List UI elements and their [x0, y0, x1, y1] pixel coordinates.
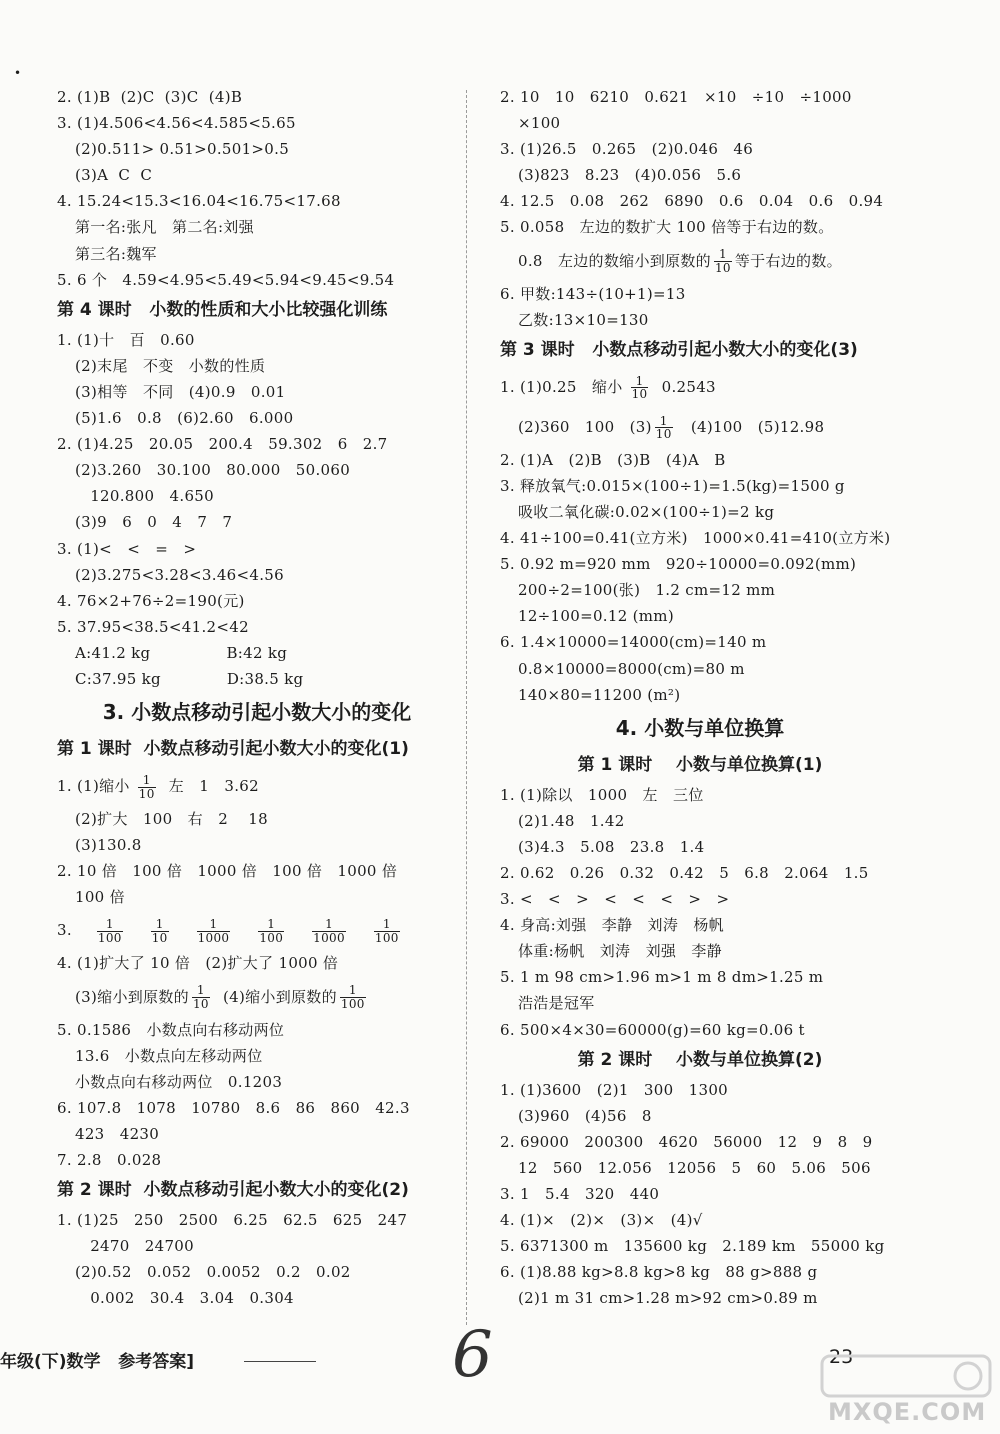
- answer-text: 1. (1)0.25 缩小: [500, 377, 628, 396]
- fraction: [631, 375, 649, 401]
- answer-line: 2. 69000 200300 4620 56000 12 9 8 9: [500, 1132, 873, 1151]
- answer-line: (3)130.8: [75, 836, 142, 855]
- answer-line: (2)扩大 100 右 2 18: [75, 810, 268, 829]
- fraction-numerator: 1: [138, 774, 156, 788]
- answer-line: 第三名:魏军: [75, 244, 157, 263]
- answer-line: 3. (1)< < = >: [57, 539, 197, 558]
- answer-line: 2. (1)4.25 20.05 200.4 59.302 6 2.7: [57, 435, 388, 454]
- fraction-denominator: 100: [97, 930, 122, 945]
- fraction-numerator: 1: [197, 918, 231, 932]
- answer-line: 2. (1)A (2)B (3)B (4)A B: [500, 450, 726, 469]
- answer-line: ×100: [518, 114, 561, 133]
- fraction: [340, 984, 366, 1010]
- answer-line: 12÷100=0.12 (mm): [518, 607, 674, 626]
- answer-line: 12 560 12.056 12056 5 60 5.06 506: [518, 1158, 871, 1177]
- answer-line: (2)3.275<3.28<3.46<4.56: [75, 565, 284, 584]
- answer-line: 140×80=11200 (m²): [518, 685, 681, 704]
- fraction: [138, 774, 156, 800]
- answer-line: (3)960 (4)56 8: [518, 1106, 652, 1125]
- fraction-denominator: 100: [374, 930, 399, 945]
- answer-line: C:37.95 kg D:38.5 kg: [75, 669, 304, 688]
- lesson-heading: 第 3 课时 小数点移动引起小数大小的变化(3): [500, 339, 858, 360]
- handwritten-mark: 6: [452, 1318, 493, 1392]
- answer-line: 吸收二氧化碳:0.02×(100÷1)=2 kg: [518, 502, 775, 521]
- answer-line: (3)823 8.23 (4)0.056 5.6: [518, 166, 742, 185]
- answer-line: 6. (1)8.88 kg>8.8 kg>8 kg 88 g>888 g: [500, 1263, 818, 1282]
- answer-line: 1. (1)除以 1000 左 三位: [500, 785, 704, 804]
- answer-line: 小数点向右移动两位 0.1203: [75, 1072, 283, 1091]
- answer-line: (2)3.260 30.100 80.000 50.060: [75, 461, 351, 480]
- answer-text: (4)100 (5)12.98: [675, 417, 825, 436]
- fraction-numerator: 1: [714, 248, 732, 262]
- fraction: [97, 918, 123, 944]
- answer-line: 3. 1 5.4 320 440: [500, 1185, 660, 1203]
- answer-line: 5. 0.1586 小数点向右移动两位: [57, 1020, 285, 1039]
- watermark-text: MXQE.COM: [828, 1398, 987, 1426]
- fraction-numerator: 1: [374, 918, 400, 932]
- footer-label: 年级(下)数学 参考答案]: [0, 1352, 195, 1372]
- answer-line: 5. 37.95<38.5<41.2<42: [57, 617, 249, 636]
- column-divider: [466, 90, 467, 1325]
- fraction-denominator: 10: [714, 261, 731, 276]
- fraction: [151, 918, 169, 944]
- answer-text: (2)360 100 (3): [518, 417, 652, 436]
- answer-text: 等于右边的数。: [734, 251, 842, 270]
- answer-text: 0.2543: [651, 377, 716, 396]
- lesson-heading: 第 2 课时 小数与单位换算(2): [577, 1049, 823, 1070]
- fraction-numerator: 1: [312, 918, 346, 932]
- fraction: [192, 984, 210, 1010]
- fraction: [312, 918, 346, 944]
- answer-line: 423 4230: [75, 1124, 160, 1143]
- answer-line: (2)0.52 0.052 0.0052 0.2 0.02: [75, 1263, 351, 1282]
- answer-line: 120.800 4.650: [75, 487, 214, 506]
- answer-line: 5. 0.92 m=920 mm 920÷10000=0.092(mm): [500, 555, 857, 574]
- answer-text: 0.8 左边的数缩小到原数的: [518, 251, 711, 270]
- answer-line: 100 倍: [75, 888, 125, 907]
- answer-line: 6. 500×4×30=60000(g)=60 kg=0.06 t: [500, 1020, 805, 1039]
- lesson-heading: 第 2 课时 小数点移动引起小数大小的变化(2): [57, 1180, 409, 1201]
- answer-line: (2)末尾 不变 小数的性质: [75, 356, 266, 375]
- answer-line: 7. 2.8 0.028: [57, 1151, 162, 1169]
- answer-line: 0.8×10000=8000(cm)=80 m: [518, 659, 745, 678]
- answer-line: 0.002 30.4 3.04 0.304: [75, 1289, 294, 1308]
- answer-line: 6. 1.4×10000=14000(cm)=140 m: [500, 633, 767, 652]
- answer-line: A:41.2 kg B:42 kg: [75, 643, 288, 662]
- section-heading: 3. 小数点移动引起小数大小的变化: [102, 700, 412, 725]
- answer-line: 4. 41÷100=0.41(立方米) 1000×0.41=410(立方米): [500, 529, 891, 548]
- fraction: [714, 248, 732, 274]
- answer-line: 4. (1)扩大了 10 倍 (2)扩大了 1000 倍: [57, 954, 339, 973]
- answer-text: 左 1 3.62: [158, 777, 259, 796]
- page-number: 23: [829, 1346, 854, 1368]
- fraction-numerator: 1: [151, 918, 169, 932]
- page-dot: •: [14, 66, 22, 80]
- fraction-denominator: 10: [192, 997, 209, 1012]
- answer-line: 2. (1)B (2)C (3)C (4)B: [57, 88, 243, 106]
- answer-line: 3. 释放氧气:0.015×(100÷1)=1.5(kg)=1500 g: [500, 476, 845, 495]
- lesson-heading: 第 4 课时 小数的性质和大小比较强化训练: [57, 299, 388, 320]
- fraction-denominator: 10: [138, 786, 155, 801]
- answer-line: (3)4.3 5.08 23.8 1.4: [518, 837, 705, 856]
- answer-line: (3)相等 不同 (4)0.9 0.01: [75, 382, 286, 401]
- answer-line: 2. 0.62 0.26 0.32 0.42 5 6.8 2.064 1.5: [500, 863, 869, 882]
- answer-line: 2470 24700: [75, 1237, 194, 1256]
- answer-line: [500, 407, 900, 447]
- section-heading: 4. 小数与单位换算: [615, 715, 785, 740]
- fraction-numerator: 1: [258, 918, 284, 932]
- fraction-denominator: 100: [340, 997, 365, 1012]
- answer-line: (2)1.48 1.42: [518, 811, 625, 830]
- answer-line: (5)1.6 0.8 (6)2.60 6.000: [75, 409, 294, 428]
- lesson-heading: 第 1 课时 小数与单位换算(1): [577, 754, 823, 775]
- answer-line: 1. (1)25 250 2500 6.25 62.5 625 247: [57, 1211, 408, 1230]
- answer-line: (2)0.511> 0.51>0.501>0.5: [75, 140, 290, 159]
- answer-line: 6. 107.8 1078 10780 8.6 86 860 42.3: [57, 1098, 410, 1117]
- answer-line: 5. 6371300 m 135600 kg 2.189 km 55000 kg: [500, 1237, 885, 1256]
- answer-line: 2. 10 倍 100 倍 1000 倍 100 倍 1000 倍: [57, 862, 398, 881]
- answer-line: 5. 1 m 98 cm>1.96 m>1 m 8 dm>1.25 m: [500, 968, 824, 987]
- fraction-denominator: 10: [655, 427, 672, 442]
- right-column: [500, 84, 900, 1311]
- fraction-numerator: 1: [655, 415, 673, 429]
- answer-line: 4. 12.5 0.08 262 6890 0.6 0.04 0.6 0.94: [500, 192, 884, 211]
- left-column: [57, 84, 457, 1311]
- answer-line: 体重:杨帆 刘涛 刘强 李静: [518, 942, 722, 961]
- answer-line: 3. (1)26.5 0.265 (2)0.046 46: [500, 140, 754, 159]
- fraction-numerator: 1: [340, 984, 366, 998]
- answer-line: (3)A C C: [75, 166, 153, 185]
- answer-line: 第一名:张凡 第二名:刘强: [75, 218, 254, 237]
- footer-rule: [244, 1361, 316, 1362]
- answer-line: 1. (1)3600 (2)1 300 1300: [500, 1080, 729, 1099]
- answer-line: 5. 6 个 4.59<4.95<5.49<5.94<9.45<9.54: [57, 270, 395, 289]
- fraction-denominator: 1000: [313, 930, 345, 945]
- fraction-numerator: 1: [192, 984, 210, 998]
- fraction-denominator: 1000: [197, 930, 230, 945]
- fraction-numerator: 1: [631, 375, 649, 389]
- answer-line: 200÷2=100(张) 1.2 cm=12 mm: [518, 581, 776, 600]
- answer-line: [57, 766, 457, 806]
- answer-line: 13.6 小数点向左移动两位: [75, 1046, 263, 1065]
- answer-line: 3. < < > < < < > >: [500, 890, 730, 909]
- answer-line: [500, 241, 900, 281]
- answer-number: 3.: [57, 921, 72, 940]
- answer-line: [57, 910, 457, 950]
- answer-text: 1. (1)缩小: [57, 777, 135, 796]
- fraction: [197, 918, 231, 944]
- fraction: [655, 415, 673, 441]
- answer-line: 浩浩是冠军: [518, 994, 595, 1013]
- answer-line: 1. (1)十 百 0.60: [57, 330, 195, 349]
- answer-text: (4)缩小到原数的: [212, 987, 337, 1006]
- answer-line: [57, 977, 457, 1017]
- answer-line: (3)9 6 0 4 7 7: [75, 513, 233, 532]
- answer-line: 6. 甲数:143÷(10+1)=13: [500, 284, 686, 303]
- answer-line: [500, 367, 900, 407]
- answer-line: 5. 0.058 左边的数扩大 100 倍等于右边的数。: [500, 218, 834, 237]
- answer-line: 4. (1)× (2)× (3)× (4)√: [500, 1211, 703, 1230]
- fraction: [374, 918, 400, 944]
- lesson-heading: 第 1 课时 小数点移动引起小数大小的变化(1): [57, 739, 409, 760]
- fraction: [258, 918, 284, 944]
- fraction-denominator: 10: [631, 387, 648, 402]
- answer-line: 3. (1)4.506<4.56<4.585<5.65: [57, 114, 296, 133]
- answer-line: 4. 身高:刘强 李静 刘涛 杨帆: [500, 916, 724, 935]
- answer-line: 4. 76×2+76÷2=190(元): [57, 591, 245, 610]
- fraction-numerator: 1: [97, 918, 123, 932]
- fraction-denominator: 100: [259, 930, 284, 945]
- answer-line: 乙数:13×10=130: [518, 310, 649, 329]
- answer-line: (2)1 m 31 cm>1.28 m>92 cm>0.89 m: [518, 1289, 818, 1308]
- fraction-denominator: 10: [151, 930, 168, 945]
- answer-line: 2. 10 10 6210 0.621 ×10 ÷10 ÷1000: [500, 88, 852, 106]
- answer-text: (3)缩小到原数的: [75, 987, 189, 1006]
- answer-line: 4. 15.24<15.3<16.04<16.75<17.68: [57, 192, 341, 211]
